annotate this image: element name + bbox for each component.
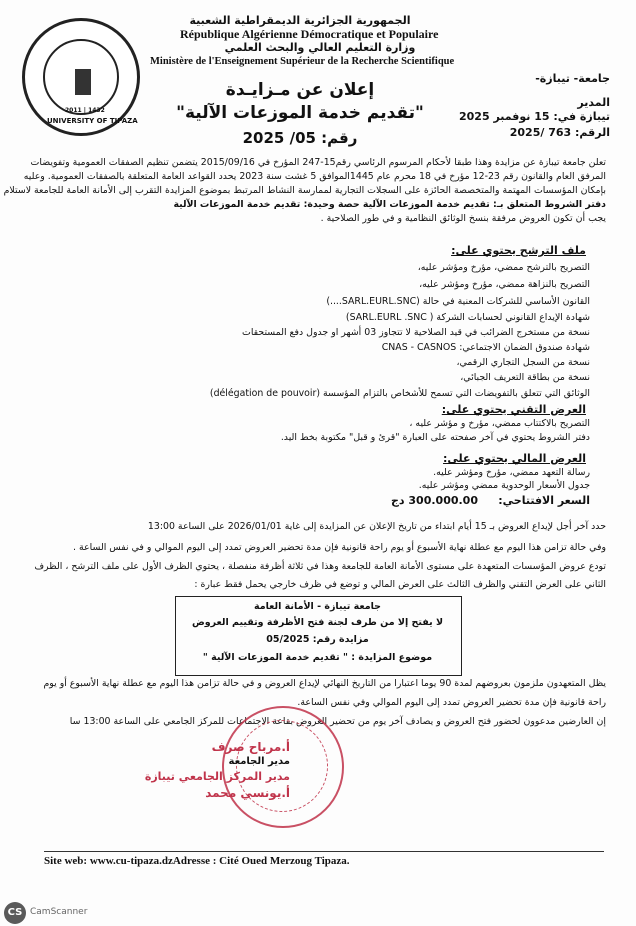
title-announcement: إعلان عن مـزايـدة — [225, 80, 375, 100]
candidature-item: شهادة الإيداع القانوني لحسابات الشركة ( SARL.EURL .SNC) — [345, 312, 590, 323]
envelope-line-3: مزايدة رقم: 05/2025 — [266, 634, 369, 645]
candidature-item: الوثائق التي تتعلق بالتفويضات التي تسمح للأشخاص بالتزام المؤسسة (délégation de pouvoir) — [209, 388, 590, 399]
financial-item: رسالة التعهد ممضي، مؤرخ ومؤشر عليه. — [433, 467, 590, 478]
envelope-line-2: لا يفتح إلا من طرف لجنة فتح الأظرفة وتقييم العروض — [191, 617, 444, 628]
signature-line-2: مدير الجامعة — [228, 756, 290, 767]
header-fr-ministry: Ministère de l'Enseignement Supérieur de la Recherche Scientifique — [150, 56, 455, 67]
candidature-item: شهادة صندوق الضمان الاجتماعي: CNAS - CASNOS — [381, 342, 590, 353]
candidature-heading: ملف الترشح يحتوي على: — [451, 244, 586, 257]
deadline-line-3: تودع عروض المؤسسات المتعهدة على مستوى الأمانة العامة للجامعة وهذا في ثلاثة أظرفة منفصلة ، يحتوي الظرف الأول على ملف الترشح ، الظرف — [34, 561, 606, 572]
deadline-line-2: وفي حالة تزامن هذا اليوم مع عطلة نهاية الأسبوع أو يوم راحة قانونية فإن مدة تحضير العروض تمدد إلى اليوم الموالي و في نفس الساعة . — [73, 542, 606, 553]
title-subject: "تقديم خدمة الموزعات الآلية" — [176, 103, 424, 123]
official-stamp — [222, 706, 344, 828]
header-date: تيبازة في: 15 نوفمبر 2025 — [458, 110, 610, 123]
price-value: 300.000.00 دج — [391, 494, 478, 507]
header-ar-ministry: وزارة التعليم العالي والبحث العلمي — [224, 41, 416, 54]
deadline-line-4: الثاني على العرض التقني والظرف الثالث على العرض المالي و توضع في ظرف خارجي يحمل فقط عبارة : — [194, 579, 606, 590]
intro-line-4: دفتر الشروط المتعلق بـ: تقديم خدمة الموزعات الآلية حصة وحيدة: تقديم خدمة الموزعات الآلية — [173, 199, 606, 210]
intro-line-1: تعلن جامعة تيبازة عن مزايدة وهذا طبقا لأحكام المرسوم الرئاسي رقم15-247 المؤرخ في 2015/09/16 يتضمن تنظيم الصفقات العمومية وتفويضات — [30, 157, 606, 168]
envelope-line-1: جامعة تيبازة - الأمانة العامة — [253, 601, 382, 612]
technical-item: دفتر الشروط يحتوي في آخر صفحته على العبارة "قرئ و قبل" مكتوبة بخط اليد. — [280, 432, 590, 443]
footer-address: Site web: www.cu-tipaza.dzAdresse : Cité Oued Merzoug Tipaza. — [44, 855, 350, 867]
university-logo — [22, 18, 140, 136]
logo-year: 2011 | 1432 — [65, 107, 105, 114]
intro-line-2: المرفق العام والقانون رقم 23-12 مؤرخ في 18 محرم عام 1445الموافق 5 غشت سنة 2023 يحدد القواعد العامة المتعلقة بالصفقات العمومية. وعليه — [23, 171, 606, 182]
camscanner-icon: CS — [4, 902, 26, 924]
header-director: المدير — [577, 96, 610, 109]
header-university: جامعة- تيبازة- — [535, 72, 610, 85]
logo-inner-ring — [43, 39, 119, 115]
financial-item: جدول الأسعار الوحدوية ممضي ومؤشر عليه. — [418, 480, 590, 491]
header-ar-republic: الجمهورية الجزائرية الديمقراطية الشعبية — [189, 14, 411, 27]
candidature-item: التصريح بالنزاهة ممضي، مؤرخ ومؤشر عليه، — [419, 279, 590, 290]
title-number: رقم: 05/ 2025 — [242, 129, 358, 147]
closing-line-3: إن العارضين مدعوون لحضور فتح العروض و يصادف آخر يوم من تحضير العروض بقاعة الاجتماعات للمركز الجامعي على الساعة 13:00 سا — [69, 716, 606, 727]
logo-emblem — [75, 69, 91, 95]
technical-item: التصريح بالاكتتاب ممضي، مؤرخ و مؤشر عليه ، — [409, 418, 590, 429]
logo-text: UNIVERSITY OF TIPAZA — [47, 117, 138, 125]
candidature-item: القانون الأساسي للشركات المعنية في حالة (SARL.EURL.SNC....) — [326, 296, 590, 307]
intro-line-5: يجب أن تكون العروض مرفقة بنسخ الوثائق النظامية و في طور الصلاحية . — [320, 213, 606, 224]
deadline-line-1: حدد آخر أجل لإيداع العروض بـ 15 أيام ابتداء من تاريخ الإعلان عن المزايدة إلى غاية 2026/01/01 على الساعة 13:00 — [147, 521, 606, 532]
technical-heading: العرض التقني يحتوي على: — [441, 403, 586, 416]
candidature-item: نسخة من السجل التجاري الرقمي، — [456, 357, 590, 368]
signature-line-3: مدير المركز الجامعي تيبازة — [144, 770, 290, 783]
signature-line-4: أ.يونسي محمد — [205, 786, 290, 800]
candidature-item: نسخة من مستخرج الضرائب في قيد الصلاحية لا تتجاوز 03 أشهر او جدول دفع المستحقات — [242, 327, 590, 338]
price-label: السعر الافتتاحي: — [498, 494, 590, 507]
signature-line-1: أ.مرباح صرف — [211, 740, 290, 754]
financial-heading: العرض المالي يحتوي على: — [443, 452, 586, 465]
envelope-line-4: موضوع المزايدة : " تقديم خدمة الموزعات الآلية " — [202, 652, 433, 663]
intro-line-3: بإمكان المؤسسات المهتمة والمتخصصة الحائزة على السجلات التجارية لممارسة النشاط المرتبط بموضوع المزايدة التقرب إلى الأمانة العامة للجامعة لاستلام — [3, 185, 606, 196]
header-fr-republic: République Algérienne Démocratique et Populaire — [180, 27, 439, 41]
candidature-item: التصريح بالترشح ممضي، مؤرخ ومؤشر عليه، — [417, 262, 590, 273]
candidature-item: نسخة من بطاقة التعريف الجبائي، — [460, 372, 590, 383]
header-ref: الرقم: 763 /2025 — [509, 126, 610, 139]
camscanner-label: CamScanner — [30, 907, 88, 917]
closing-line-2: راحة قانونية فإن مدة تحضير العروض تمدد إلى اليوم الموالي وفي نفس الساعة. — [297, 697, 606, 708]
closing-line-1: يظل المتعهدون ملزمون بعروضهم لمدة 90 يوما اعتبارا من التاريخ النهائي لإيداع العروض و في حالة تزامن هذا اليوم مع عطلة نهاية الأسبوع أو يوم — [43, 678, 606, 689]
footer-rule — [44, 851, 604, 852]
envelope-box — [175, 596, 462, 676]
